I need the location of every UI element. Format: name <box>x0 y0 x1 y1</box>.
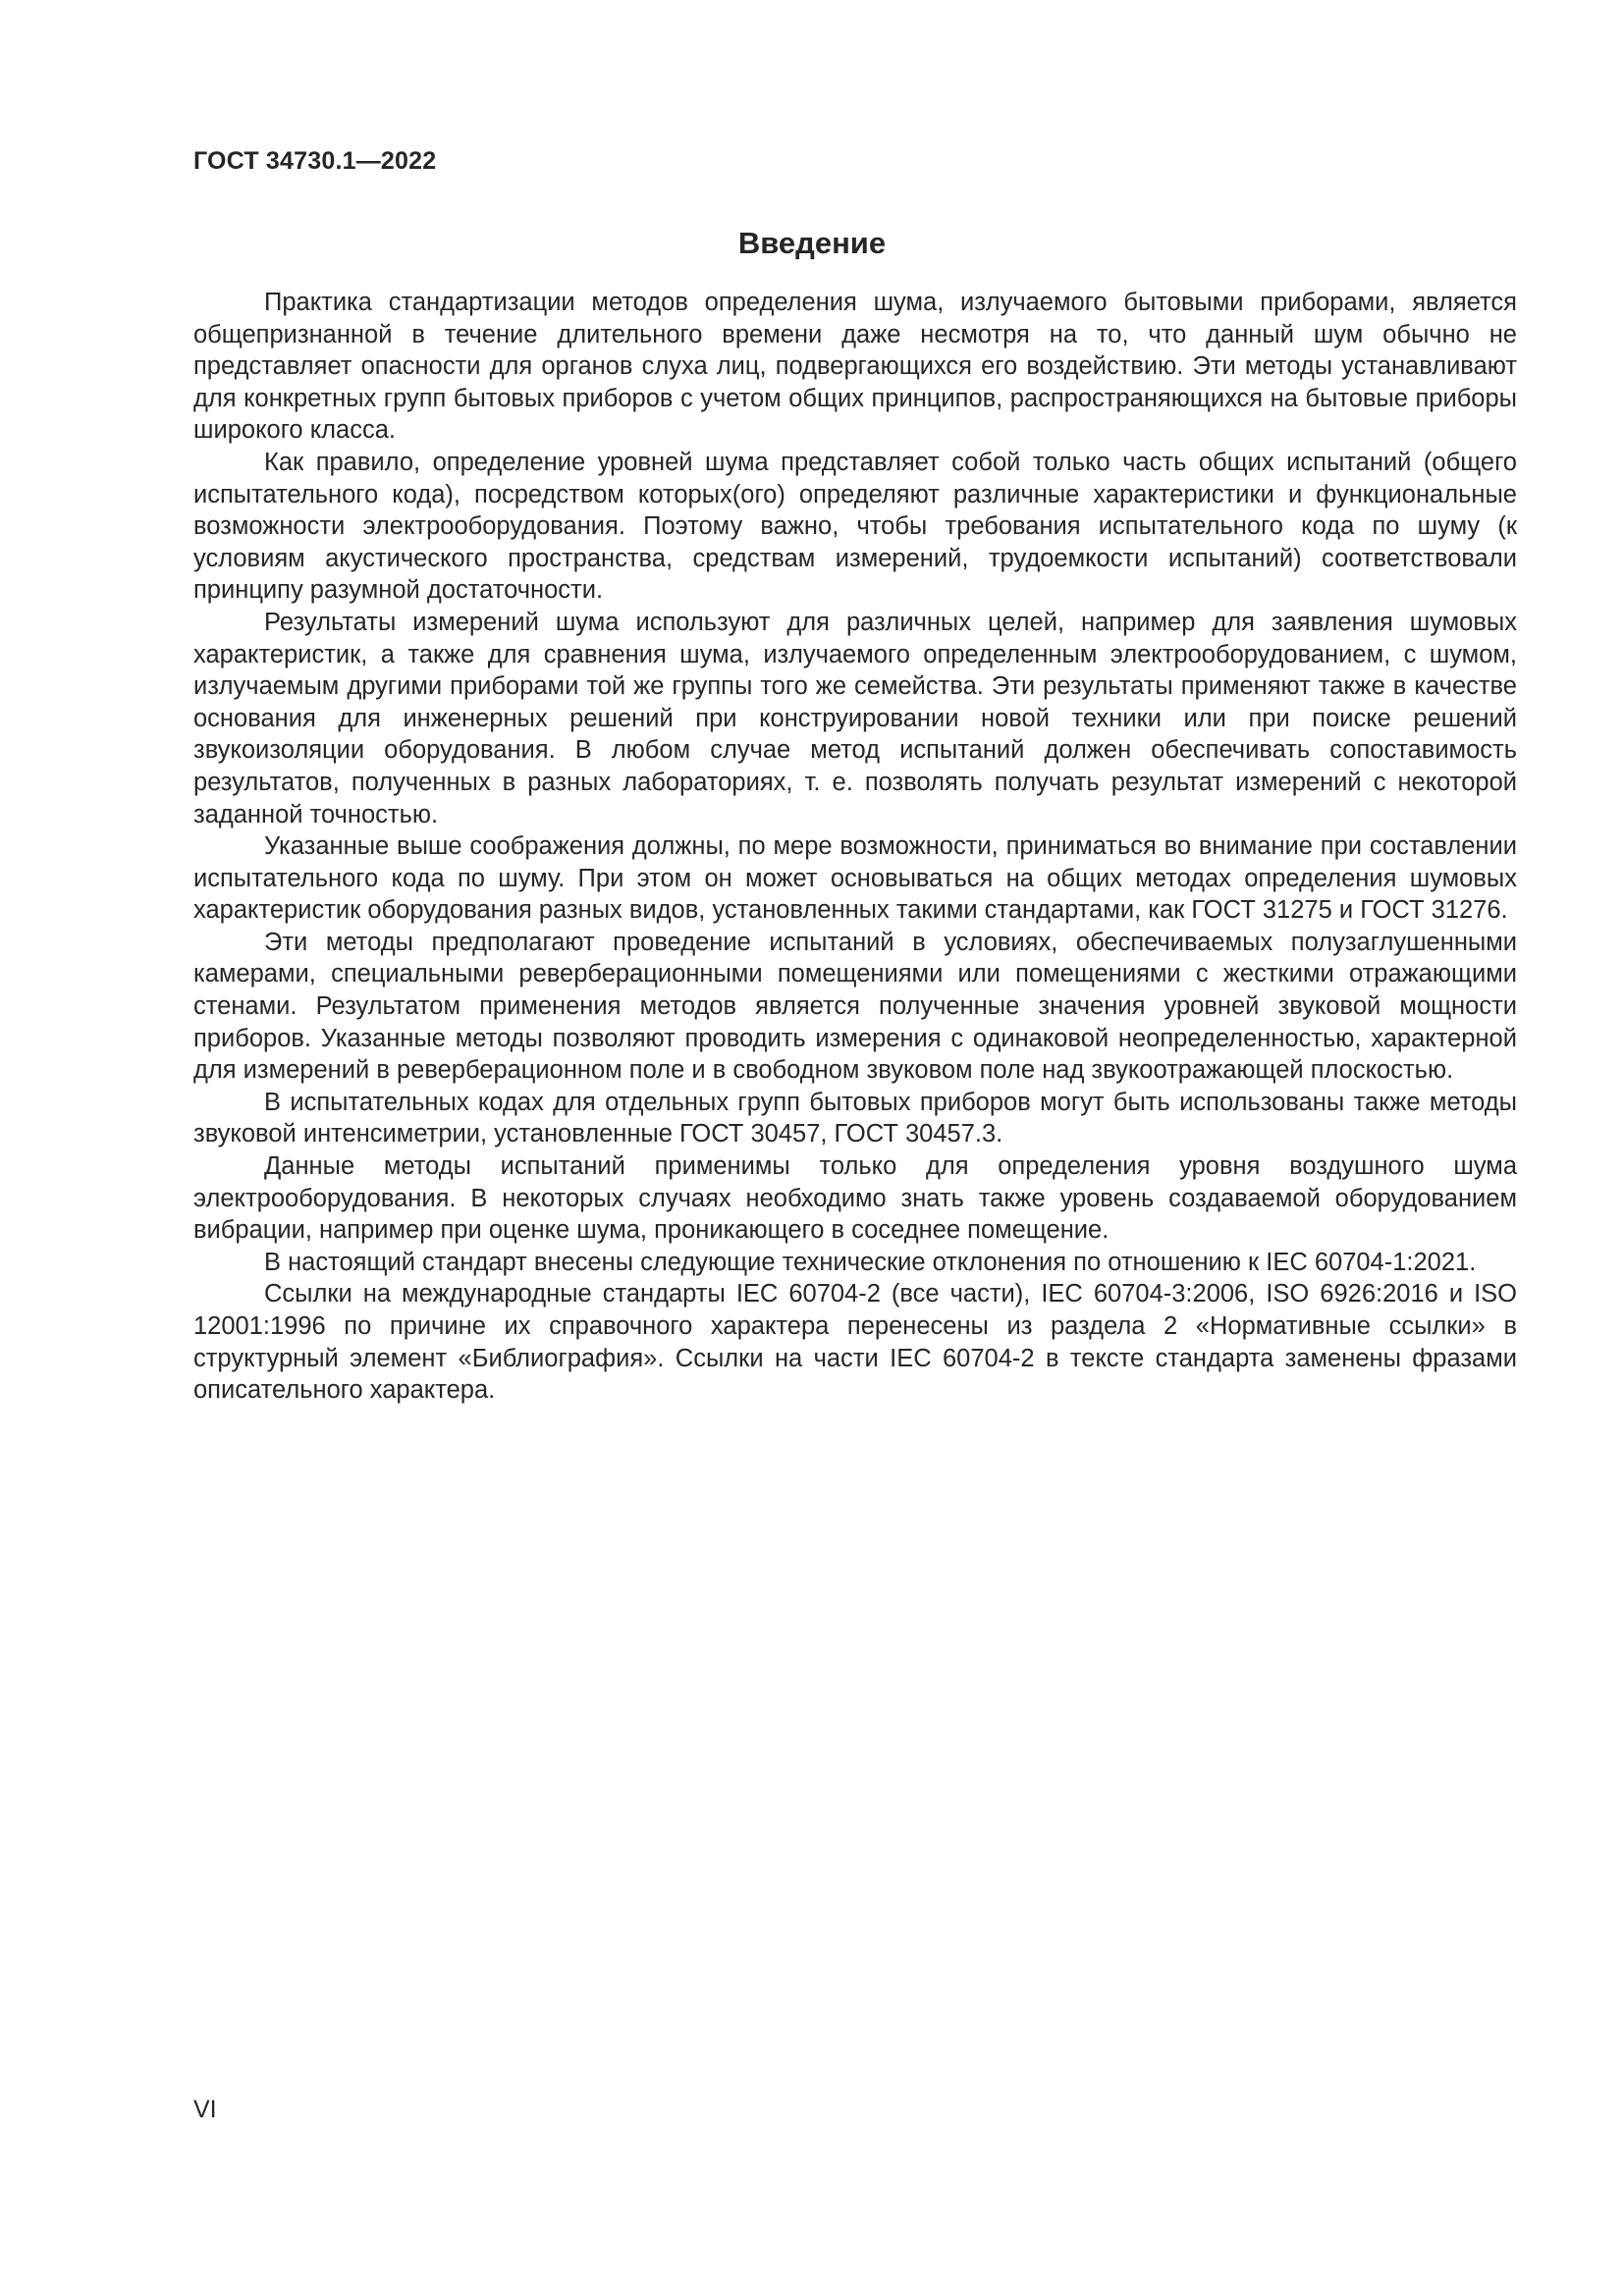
page-number: VI <box>193 2096 217 2123</box>
document-code: ГОСТ 34730.1—2022 <box>193 147 437 175</box>
paragraph-4: Указанные выше соображения должны, по мере возможности, приниматься во внимание при составлении испытательного кода по шуму. При этом он может основываться на общих методах определения шумовых характеристик оборудования разных видов, установленных такими стандартами, как ГОСТ 31275 и ГОСТ 31276. <box>193 832 1517 925</box>
paragraph-1: Практика стандартизации методов определения шума, излучаемого бытовыми приборами, является общепризнанной в течение длительного времени даже несмотря на то, что данный шум обычно не представляет опасности для органов слуха лиц, подвергающихся его воздействию. Эти методы устанавливают для конкретных групп бытовых приборов с учетом общих принципов, распространяющихся на бытовые приборы широкого класса. <box>193 289 1517 445</box>
paragraph-6: В испытательных кодах для отдельных групп бытовых приборов могут быть использованы также методы звуковой интенсиметрии, установленные ГОСТ 30457, ГОСТ 30457.3. <box>193 1088 1517 1148</box>
section-title: Введение <box>737 226 887 260</box>
paragraph-2: Как правило, определение уровней шума представляет собой только часть общих испытаний (общего испытательного кода), посредством которых(ого) определяют различные характеристики и функциональные возможности электрооборудования. Поэтому важно, чтобы требования испытательного кода по шуму (к условиям акустического пространства, средствам измерений, трудоемкости испытаний) соответствовали принципу разумной достаточности. <box>193 448 1517 605</box>
paragraph-9: Ссылки на международные стандарты IEC 60704-2 (все части), IEC 60704-3:2006, ISO 6926:2016 и ISO 12001:1996 по причине их справочного характера перенесены из раздела 2 «Нормативные ссылки» в структурный элемент «Библиография». Ссылки на части IEC 60704-2 в тексте стандарта заменены фразами описательного характера. <box>193 1280 1517 1405</box>
paragraph-8: В настоящий стандарт внесены следующие технические отклонения по отношению к IEC 60704-1:2021. <box>264 1248 1477 1276</box>
paragraph-3: Результаты измерений шума используют для различных целей, например для заявления шумовых характеристик, а также для сравнения шума, излучаемого определенным электрооборудованием, с шумом, излучаемым другими приборами той же группы того же семейства. Эти результаты применяют также в качестве основания для инженерных решений при конструировании новой техники или при поиске решений звукоизоляции оборудования. В любом случае метод испытаний должен обеспечивать сопоставимость результатов, полученных в разных лабораториях, т. е. позволять получать результат измерений с некоторой заданной точностью. <box>193 608 1517 828</box>
paragraph-5: Эти методы предполагают проведение испытаний в условиях, обеспечиваемых полузаглушенными камерами, специальными реверберационными помещениями или помещениями с жесткими отражающими стенами. Результатом применения методов является полученные значения уровней звуковой мощности приборов. Указанные методы позволяют проводить измерения с одинаковой неопределенностью, характерной для измерений в реверберационном поле и в свободном звуковом поле над звукоотражающей плоскостью. <box>193 928 1517 1085</box>
body-text <box>193 287 1517 1407</box>
paragraph-7: Данные методы испытаний применимы только для определения уровня воздушного шума электрооборудования. В некоторых случаях необходимо знать также уровень создаваемой оборудованием вибрации, например при оценке шума, проникающего в соседнее помещение. <box>193 1152 1517 1245</box>
